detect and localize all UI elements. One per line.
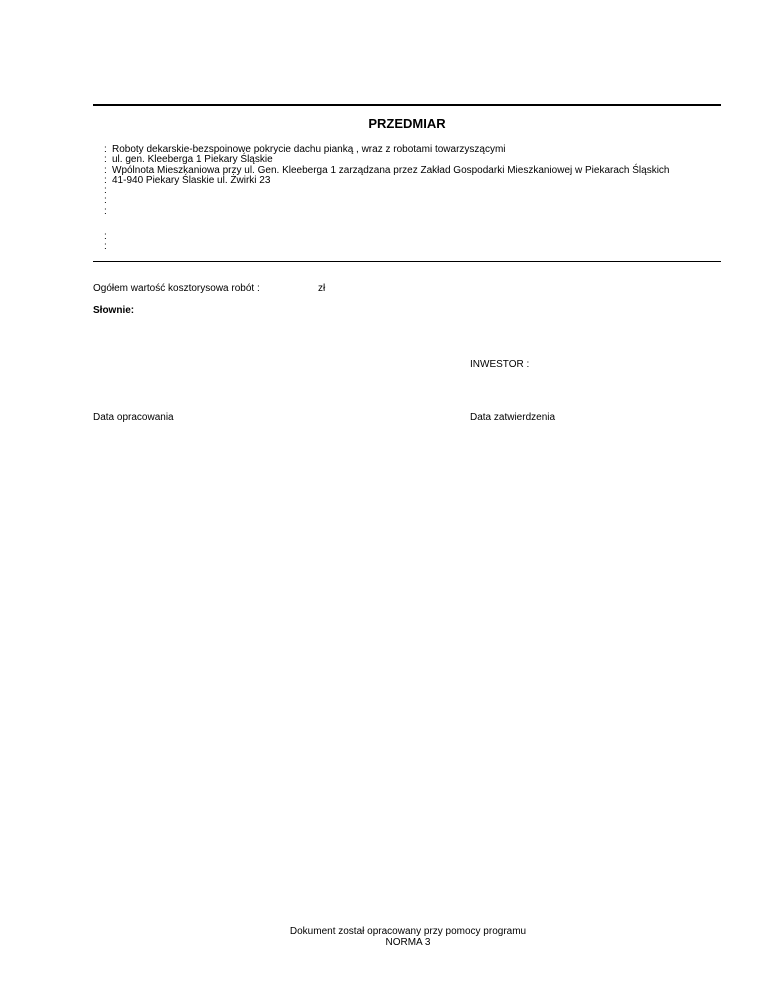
currency-label: zł	[318, 283, 326, 294]
field-colon: :	[104, 231, 107, 242]
investor-label: INWESTOR :	[470, 359, 530, 370]
field-colon: :	[104, 241, 107, 253]
field-colons-column-lower	[104, 232, 107, 253]
investor-name: Wpólnota Mieszkaniowa przy ul. Gen. Kleeberga 1 zarządzana przez Zakład Gospodarki Mieszkaniowej w Piekarach Śląskich	[112, 164, 670, 176]
field-colon: :	[104, 195, 107, 207]
prepared-date-label: Data opracowania	[93, 412, 174, 423]
work-address: ul. gen. Kleeberga 1 Piekary Śląskie	[112, 154, 273, 166]
top-rule	[93, 104, 721, 106]
footer	[260, 927, 556, 948]
header-info	[112, 145, 670, 186]
total-value-label: Ogółem wartość kosztorysowa robót :	[93, 283, 260, 294]
field-colon: :	[104, 154, 107, 166]
field-colon: :	[104, 164, 107, 176]
field-colons-column	[104, 145, 107, 217]
footer-line-1: Dokument został opracowany przy pomocy programu	[289, 926, 527, 937]
document-title: PRZEDMIAR	[368, 116, 446, 131]
footer-line-2: NORMA 3	[385, 936, 431, 948]
investor-address: 41-940 Piekary Ślaskie ul. Żwirki 23	[112, 174, 271, 186]
approval-date-label: Data zatwierdzenia	[470, 412, 556, 423]
field-colon: :	[104, 185, 107, 197]
field-colon: :	[104, 174, 107, 186]
section-rule	[93, 261, 721, 262]
amount-in-words-label: Słownie:	[93, 305, 135, 316]
work-description: Roboty dekarskie-bezspoinowe pokrycie dachu pianką , wraz z robotami towarzyszącymi	[112, 144, 506, 155]
field-colon: :	[104, 144, 107, 155]
field-colon: :	[104, 205, 107, 217]
